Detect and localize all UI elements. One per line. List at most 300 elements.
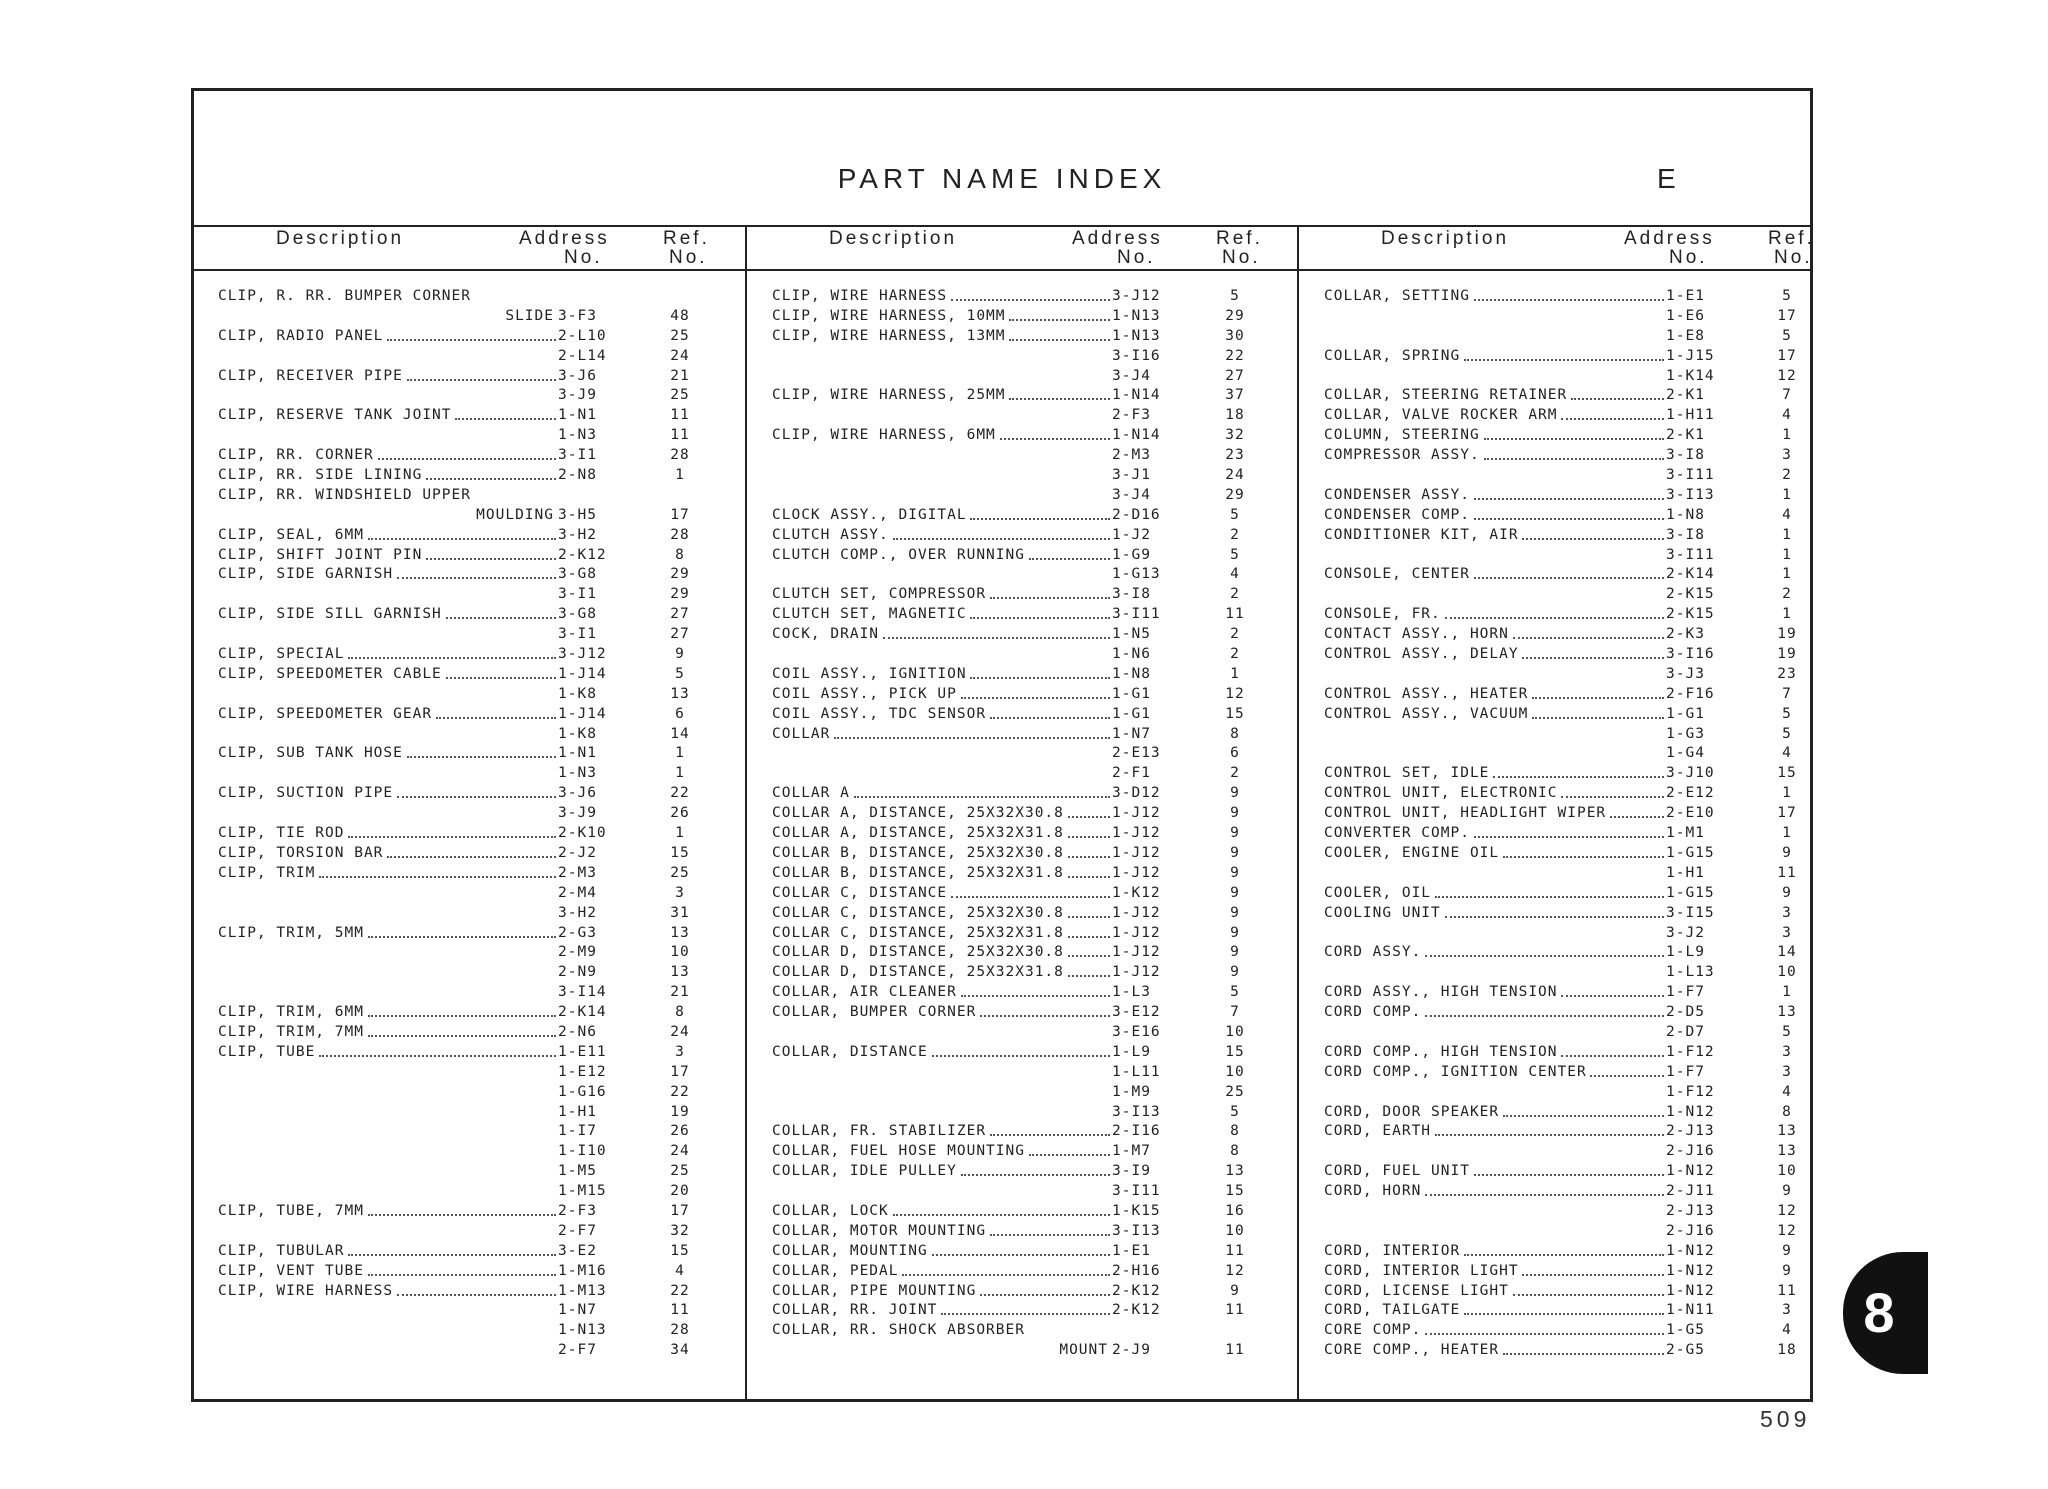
part-description: COLLAR A xyxy=(772,785,850,802)
address-number: 2-M3 xyxy=(558,864,597,881)
leader-dots xyxy=(1610,816,1664,818)
address-header: Address xyxy=(1072,228,1163,249)
leader-dots xyxy=(854,796,1110,798)
ref-number: 9 xyxy=(1782,1242,1792,1259)
part-description: COLLAR, RR. JOINT xyxy=(772,1302,938,1319)
index-entry xyxy=(1324,864,1804,884)
part-description: CLIP, TRIM xyxy=(218,864,316,881)
address-number: 1-N12 xyxy=(1666,1282,1715,1299)
index-entry xyxy=(1324,665,1804,685)
index-entry xyxy=(218,1282,738,1302)
leader-dots xyxy=(1435,1134,1664,1136)
address-number: 1-N14 xyxy=(1112,387,1161,404)
index-entry xyxy=(772,924,1292,944)
ref-number: 1 xyxy=(1782,825,1792,842)
index-entry xyxy=(772,963,1292,983)
ref-number: 18 xyxy=(1225,407,1245,424)
index-entry xyxy=(772,1242,1292,1262)
ref-number: 11 xyxy=(670,1302,690,1319)
leader-dots xyxy=(368,538,556,540)
index-entry xyxy=(218,844,738,864)
address-number: 2-F16 xyxy=(1666,685,1715,702)
part-description: CLIP, SPEEDOMETER GEAR xyxy=(218,705,433,722)
address-number: 1-N7 xyxy=(558,1302,597,1319)
index-entry xyxy=(1324,605,1804,625)
leader-dots xyxy=(932,1055,1110,1057)
address-number: 1-J12 xyxy=(1112,924,1161,941)
address-number: 2-K14 xyxy=(558,1004,607,1021)
ref-number: 9 xyxy=(1230,904,1240,921)
ref-header: Ref. xyxy=(663,228,710,249)
address-number: 1-G5 xyxy=(1666,1322,1705,1339)
index-entry xyxy=(772,1063,1292,1083)
address-number: 3-I9 xyxy=(1112,1163,1151,1180)
leader-dots xyxy=(1068,916,1110,918)
part-description: CORD, LICENSE LIGHT xyxy=(1324,1282,1509,1299)
ref-number: 2 xyxy=(1230,626,1240,643)
leader-dots xyxy=(1561,1055,1664,1057)
index-entry xyxy=(1324,943,1804,963)
ref-number: 25 xyxy=(670,387,690,404)
index-entry xyxy=(1324,685,1804,705)
ref-number: 7 xyxy=(1782,685,1792,702)
index-entry xyxy=(218,705,738,725)
index-entry xyxy=(218,1083,738,1103)
leader-dots xyxy=(1464,1313,1664,1315)
page-number: 509 xyxy=(1760,1406,1811,1432)
ref-no-header: No. xyxy=(1774,247,1813,268)
index-entry xyxy=(1324,1341,1804,1361)
address-number: 3-J3 xyxy=(1666,665,1705,682)
ref-number: 29 xyxy=(670,566,690,583)
ref-number: 5 xyxy=(675,665,685,682)
part-description: CONTROL ASSY., VACUUM xyxy=(1324,705,1529,722)
address-number: 1-F7 xyxy=(1666,984,1705,1001)
index-entry xyxy=(772,446,1292,466)
index-entry xyxy=(1324,1182,1804,1202)
part-description: CLIP, RR. SIDE LINING xyxy=(218,467,423,484)
ref-number: 5 xyxy=(1782,288,1792,304)
part-description: CONTROL SET, IDLE xyxy=(1324,765,1490,782)
ref-number: 21 xyxy=(670,984,690,1001)
address-number: 1-K8 xyxy=(558,685,597,702)
part-description: CONTROL ASSY., DELAY xyxy=(1324,646,1519,663)
leader-dots xyxy=(834,737,1110,739)
ref-number: 8 xyxy=(675,546,685,563)
part-description-continuation: SLIDE xyxy=(505,307,554,324)
address-number: 2-J16 xyxy=(1666,1222,1715,1239)
part-description: COOLING UNIT xyxy=(1324,904,1441,921)
ref-header: Ref. xyxy=(1216,228,1263,249)
leader-dots xyxy=(348,1254,556,1256)
part-description: CLIP, SUB TANK HOSE xyxy=(218,745,403,762)
ref-number: 22 xyxy=(670,785,690,802)
index-entry xyxy=(772,844,1292,864)
leader-dots xyxy=(1445,916,1664,918)
index-entry xyxy=(218,725,738,745)
ref-number: 15 xyxy=(1777,765,1797,782)
leader-dots xyxy=(990,717,1110,719)
ref-number: 7 xyxy=(1782,387,1792,404)
part-description: CONVERTER COMP. xyxy=(1324,825,1470,842)
address-number: 2-D5 xyxy=(1666,1004,1705,1021)
leader-dots xyxy=(970,617,1110,619)
ref-number: 2 xyxy=(1782,586,1792,603)
leader-dots xyxy=(961,995,1110,997)
address-number: 2-L14 xyxy=(558,347,607,364)
index-entry xyxy=(772,486,1292,506)
leader-dots xyxy=(455,418,556,420)
index-entry xyxy=(1324,307,1804,327)
address-number: 3-I16 xyxy=(1666,646,1715,663)
address-number: 2-J13 xyxy=(1666,1202,1715,1219)
index-entry xyxy=(1324,1142,1804,1162)
leader-dots xyxy=(426,558,556,560)
address-number: 1-G15 xyxy=(1666,844,1715,861)
leader-dots xyxy=(1068,836,1110,838)
leader-dots xyxy=(1474,577,1664,579)
index-entry xyxy=(218,943,738,963)
address-number: 2-K10 xyxy=(558,825,607,842)
address-number: 1-G1 xyxy=(1112,705,1151,722)
part-description: CONTACT ASSY., HORN xyxy=(1324,626,1509,643)
address-number: 1-N1 xyxy=(558,745,597,762)
ref-number: 3 xyxy=(1782,924,1792,941)
part-description: CORE COMP. xyxy=(1324,1322,1422,1339)
part-description: COLLAR, IDLE PULLEY xyxy=(772,1163,957,1180)
index-entry xyxy=(772,386,1292,406)
address-number: 1-L3 xyxy=(1112,984,1151,1001)
part-description: COLLAR, BUMPER CORNER xyxy=(772,1004,977,1021)
address-number: 2-K12 xyxy=(558,546,607,563)
index-entry xyxy=(772,1301,1292,1321)
index-entry xyxy=(772,1103,1292,1123)
address-number: 1-M7 xyxy=(1112,1143,1151,1160)
index-entry xyxy=(218,864,738,884)
index-entry xyxy=(772,1321,1292,1341)
address-number: 1-N13 xyxy=(558,1322,607,1339)
leader-dots xyxy=(368,1035,556,1037)
ref-number: 27 xyxy=(1225,367,1245,384)
ref-number: 34 xyxy=(670,1342,690,1359)
address-number: 1-E8 xyxy=(1666,327,1705,344)
address-number: 1-N3 xyxy=(558,765,597,782)
ref-number: 15 xyxy=(1225,705,1245,722)
index-entry xyxy=(1324,585,1804,605)
ref-number: 17 xyxy=(670,1202,690,1219)
index-entry xyxy=(218,287,738,307)
address-number: 1-M13 xyxy=(558,1282,607,1299)
index-entry xyxy=(1324,1242,1804,1262)
part-description: CLIP, RR. WINDSHIELD UPPER xyxy=(218,486,471,503)
index-entry xyxy=(218,744,738,764)
index-entry xyxy=(218,784,738,804)
part-description: CLIP, WIRE HARNESS, 25MM xyxy=(772,387,1006,404)
address-number: 3-H5 xyxy=(558,506,597,523)
leader-dots xyxy=(1474,1174,1664,1176)
index-entry xyxy=(772,685,1292,705)
leader-dots xyxy=(1561,418,1664,420)
leader-dots xyxy=(1503,1353,1664,1355)
part-description: COCK, DRAIN xyxy=(772,626,880,643)
index-entry xyxy=(1324,844,1804,864)
ref-number: 25 xyxy=(670,864,690,881)
part-description: CLUTCH ASSY. xyxy=(772,526,889,543)
address-number: 1-F12 xyxy=(1666,1083,1715,1100)
address-number: 1-N1 xyxy=(558,407,597,424)
ref-number: 9 xyxy=(1230,884,1240,901)
ref-number: 1 xyxy=(1782,785,1792,802)
leader-dots xyxy=(446,617,556,619)
index-entry xyxy=(1324,1321,1804,1341)
index-entry xyxy=(772,307,1292,327)
leader-dots xyxy=(970,518,1110,520)
address-number: 3-I11 xyxy=(1112,606,1161,623)
index-column-1 xyxy=(218,287,738,1387)
description-header: Description xyxy=(276,228,405,249)
index-entry xyxy=(1324,546,1804,566)
leader-dots xyxy=(1435,896,1664,898)
leader-dots xyxy=(932,1254,1110,1256)
leader-dots xyxy=(387,339,556,341)
leader-dots xyxy=(1068,876,1110,878)
index-entry xyxy=(1324,466,1804,486)
leader-dots xyxy=(407,756,556,758)
leader-dots xyxy=(1561,995,1664,997)
part-description: CORD, EARTH xyxy=(1324,1123,1432,1140)
leader-dots xyxy=(1029,1154,1110,1156)
leader-dots xyxy=(902,1274,1110,1276)
ref-number: 1 xyxy=(1782,546,1792,563)
index-entry xyxy=(1324,764,1804,784)
ref-number: 25 xyxy=(1225,1083,1245,1100)
leader-dots xyxy=(378,458,556,460)
ref-number: 10 xyxy=(1225,1222,1245,1239)
ref-number: 1 xyxy=(1782,606,1792,623)
address-number: 2-M4 xyxy=(558,884,597,901)
ref-number: 31 xyxy=(670,904,690,921)
address-number: 2-L10 xyxy=(558,327,607,344)
ref-number: 37 xyxy=(1225,387,1245,404)
ref-number: 22 xyxy=(1225,347,1245,364)
ref-number: 20 xyxy=(670,1183,690,1200)
description-header: Description xyxy=(1381,228,1510,249)
index-entry xyxy=(772,1222,1292,1242)
address-number: 3-J12 xyxy=(1112,288,1161,304)
ref-number: 10 xyxy=(1777,1163,1797,1180)
header-bottom-rule xyxy=(194,269,1810,271)
index-entry xyxy=(218,625,738,645)
address-number: 2-H16 xyxy=(1112,1262,1161,1279)
section-tab-number: 8 xyxy=(1863,1281,1895,1344)
index-entry xyxy=(218,1103,738,1123)
part-description: CLIP, RECEIVER PIPE xyxy=(218,367,403,384)
leader-dots xyxy=(990,597,1110,599)
index-entry xyxy=(1324,983,1804,1003)
address-number: 2-J11 xyxy=(1666,1183,1715,1200)
leader-dots xyxy=(951,896,1110,898)
index-entry xyxy=(772,665,1292,685)
ref-number: 1 xyxy=(1782,566,1792,583)
address-number: 2-F7 xyxy=(558,1342,597,1359)
ref-number: 22 xyxy=(670,1282,690,1299)
leader-dots xyxy=(1425,1194,1664,1196)
ref-number: 6 xyxy=(1230,745,1240,762)
address-number: 3-J9 xyxy=(558,387,597,404)
ref-number: 7 xyxy=(1230,1004,1240,1021)
index-entry xyxy=(218,963,738,983)
ref-number: 4 xyxy=(1782,506,1792,523)
leader-dots xyxy=(1474,836,1664,838)
leader-dots xyxy=(1425,955,1664,957)
ref-number: 13 xyxy=(1777,1123,1797,1140)
address-number: 1-L9 xyxy=(1666,944,1705,961)
address-number: 1-G13 xyxy=(1112,566,1161,583)
index-entry xyxy=(218,446,738,466)
leader-dots xyxy=(1068,975,1110,977)
index-entry xyxy=(772,1262,1292,1282)
address-number: 3-J9 xyxy=(558,805,597,822)
part-description: COLLAR A, DISTANCE, 25X32X31.8 xyxy=(772,825,1064,842)
leader-dots xyxy=(1503,1115,1664,1117)
address-number: 2-J16 xyxy=(1666,1143,1715,1160)
leader-dots xyxy=(1513,1294,1664,1296)
section-tab xyxy=(1843,1252,1928,1374)
index-entry xyxy=(1324,287,1804,307)
part-description: CONTROL ASSY., HEATER xyxy=(1324,685,1529,702)
ref-number: 12 xyxy=(1777,1202,1797,1219)
part-description-continuation: MOUNT xyxy=(1059,1342,1108,1359)
index-entry xyxy=(772,347,1292,367)
leader-dots xyxy=(1532,717,1664,719)
address-number: 3-E12 xyxy=(1112,1004,1161,1021)
ref-number: 17 xyxy=(1777,307,1797,324)
index-entry xyxy=(772,725,1292,745)
address-number: 2-M3 xyxy=(1112,447,1151,464)
index-entry xyxy=(218,645,738,665)
ref-number: 26 xyxy=(670,1123,690,1140)
part-description: CORD, INTERIOR LIGHT xyxy=(1324,1262,1519,1279)
ref-number: 13 xyxy=(1777,1143,1797,1160)
leader-dots xyxy=(893,538,1110,540)
index-entry xyxy=(1324,924,1804,944)
address-number: 2-K3 xyxy=(1666,626,1705,643)
index-entry xyxy=(772,605,1292,625)
index-entry xyxy=(218,1162,738,1182)
index-entry xyxy=(772,744,1292,764)
address-no-header: No. xyxy=(1117,247,1156,268)
leader-dots xyxy=(368,1214,556,1216)
ref-number: 9 xyxy=(1230,805,1240,822)
index-entry xyxy=(218,1242,738,1262)
ref-number: 9 xyxy=(1230,1282,1240,1299)
address-number: 1-M1 xyxy=(1666,825,1705,842)
part-description: COOLER, OIL xyxy=(1324,884,1432,901)
address-number: 1-E1 xyxy=(1666,288,1705,304)
part-description: COOLER, ENGINE OIL xyxy=(1324,844,1500,861)
ref-number: 9 xyxy=(1230,864,1240,881)
ref-number: 15 xyxy=(670,844,690,861)
ref-number: 13 xyxy=(670,685,690,702)
ref-number: 12 xyxy=(1777,1222,1797,1239)
address-number: 3-J4 xyxy=(1112,367,1151,384)
index-entry xyxy=(1324,784,1804,804)
part-description: CONTROL UNIT, HEADLIGHT WIPER xyxy=(1324,805,1607,822)
ref-number: 15 xyxy=(1225,1183,1245,1200)
address-number: 3-I13 xyxy=(1666,486,1715,503)
ref-number: 12 xyxy=(1777,367,1797,384)
address-number: 3-J6 xyxy=(558,367,597,384)
index-entry xyxy=(1324,1222,1804,1242)
leader-dots xyxy=(1068,816,1110,818)
ref-number: 11 xyxy=(670,407,690,424)
ref-number: 11 xyxy=(1225,1302,1245,1319)
part-description: CORE COMP., HEATER xyxy=(1324,1342,1500,1359)
part-description: CLIP, WIRE HARNESS xyxy=(218,1282,394,1299)
index-entry xyxy=(1324,386,1804,406)
part-description: COLLAR D, DISTANCE, 25X32X31.8 xyxy=(772,964,1064,981)
address-number: 1-J12 xyxy=(1112,864,1161,881)
index-entry xyxy=(772,904,1292,924)
address-number: 1-N8 xyxy=(1666,506,1705,523)
index-entry xyxy=(772,1162,1292,1182)
address-number: 1-J12 xyxy=(1112,805,1161,822)
index-entry xyxy=(218,1321,738,1341)
address-number: 1-J14 xyxy=(558,705,607,722)
index-entry xyxy=(218,983,738,1003)
ref-number: 23 xyxy=(1225,447,1245,464)
address-number: 2-K1 xyxy=(1666,427,1705,444)
index-entry xyxy=(218,327,738,347)
index-entry xyxy=(1324,1083,1804,1103)
part-description: CLIP, WIRE HARNESS, 10MM xyxy=(772,307,1006,324)
address-number: 1-M9 xyxy=(1112,1083,1151,1100)
index-entry xyxy=(218,764,738,784)
ref-number: 9 xyxy=(1782,1183,1792,1200)
index-entry xyxy=(772,764,1292,784)
index-entry xyxy=(218,1202,738,1222)
address-number: 1-H1 xyxy=(558,1103,597,1120)
ref-number: 9 xyxy=(1230,964,1240,981)
part-description: CLIP, SEAL, 6MM xyxy=(218,526,364,543)
leader-dots xyxy=(1474,299,1664,301)
ref-number: 5 xyxy=(1230,984,1240,1001)
index-entry xyxy=(1324,1162,1804,1182)
part-description: COLLAR C, DISTANCE xyxy=(772,884,948,901)
leader-dots xyxy=(951,299,1110,301)
address-number: 2-F7 xyxy=(558,1222,597,1239)
index-entry xyxy=(1324,1262,1804,1282)
part-description: CLIP, TUBE, 7MM xyxy=(218,1202,364,1219)
index-entry xyxy=(772,546,1292,566)
ref-number: 16 xyxy=(1225,1202,1245,1219)
ref-number: 10 xyxy=(1225,1063,1245,1080)
ref-number: 1 xyxy=(1782,427,1792,444)
index-entry xyxy=(1324,1023,1804,1043)
part-description: CLIP, TUBULAR xyxy=(218,1242,345,1259)
address-number: 2-K1 xyxy=(1666,387,1705,404)
leader-dots xyxy=(941,1313,1110,1315)
ref-number: 8 xyxy=(1230,1143,1240,1160)
ref-number: 19 xyxy=(1777,626,1797,643)
ref-number: 28 xyxy=(670,1322,690,1339)
ref-number: 5 xyxy=(1782,705,1792,722)
ref-number: 1 xyxy=(675,825,685,842)
ref-number: 24 xyxy=(670,1143,690,1160)
index-entry xyxy=(218,904,738,924)
index-entry xyxy=(772,864,1292,884)
leader-dots xyxy=(1503,856,1664,858)
